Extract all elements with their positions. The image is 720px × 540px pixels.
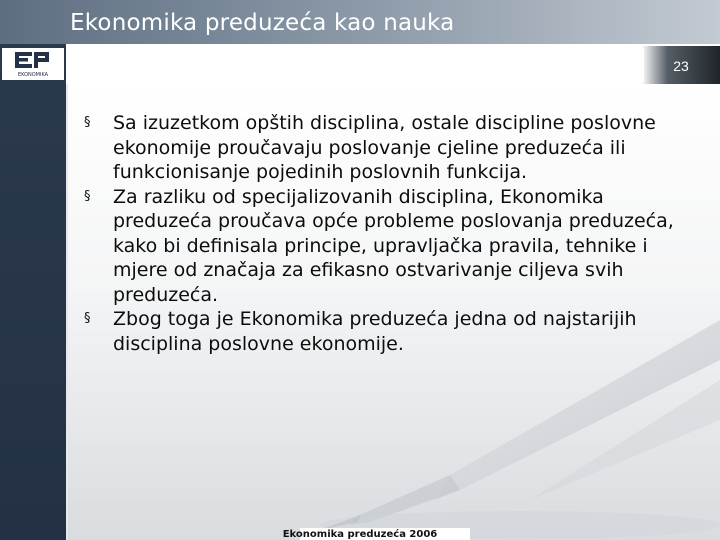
bullet-marker: § <box>84 311 91 326</box>
list-item <box>84 111 704 185</box>
list-item <box>84 307 704 356</box>
bullet-list <box>84 111 704 356</box>
bullet-text: Zbog toga je Ekonomika preduzeća jedna od najstarijih disciplina poslovne ekonomije. <box>113 308 637 355</box>
title-bar <box>0 0 720 44</box>
left-sidebar <box>0 44 66 540</box>
content-divider <box>66 84 68 540</box>
bullet-text: Sa izuzetkom opštih disciplina, ostale discipline poslovne ekonomije proučavaju poslovanje cjeline preduzeća ili funkcionisanje pojedinih poslovnih funkcija. <box>113 112 656 183</box>
page-number: 23 <box>673 58 689 74</box>
bullet-marker: § <box>84 115 91 130</box>
header-field <box>70 48 644 82</box>
slide-title: Ekonomika preduzeća kao nauka <box>70 10 455 36</box>
footer-text: Ekonomika preduzeća 2006 <box>282 529 438 540</box>
ep-logo-icon <box>2 48 64 80</box>
bullet-text: Za razliku od specijalizovanih disciplina, Ekonomika preduzeća proučava opće probleme poslovanja preduzeća, kako bi definisala principe, upravljačka pravila, tehnike i mjere od značaja za efikasno ostvarivanje ciljeva svih preduzeća. <box>113 185 674 306</box>
logo-caption: EKONOMIKA <box>17 72 49 78</box>
list-item <box>84 185 704 308</box>
logo <box>2 48 64 80</box>
bullet-marker: § <box>84 188 91 204</box>
